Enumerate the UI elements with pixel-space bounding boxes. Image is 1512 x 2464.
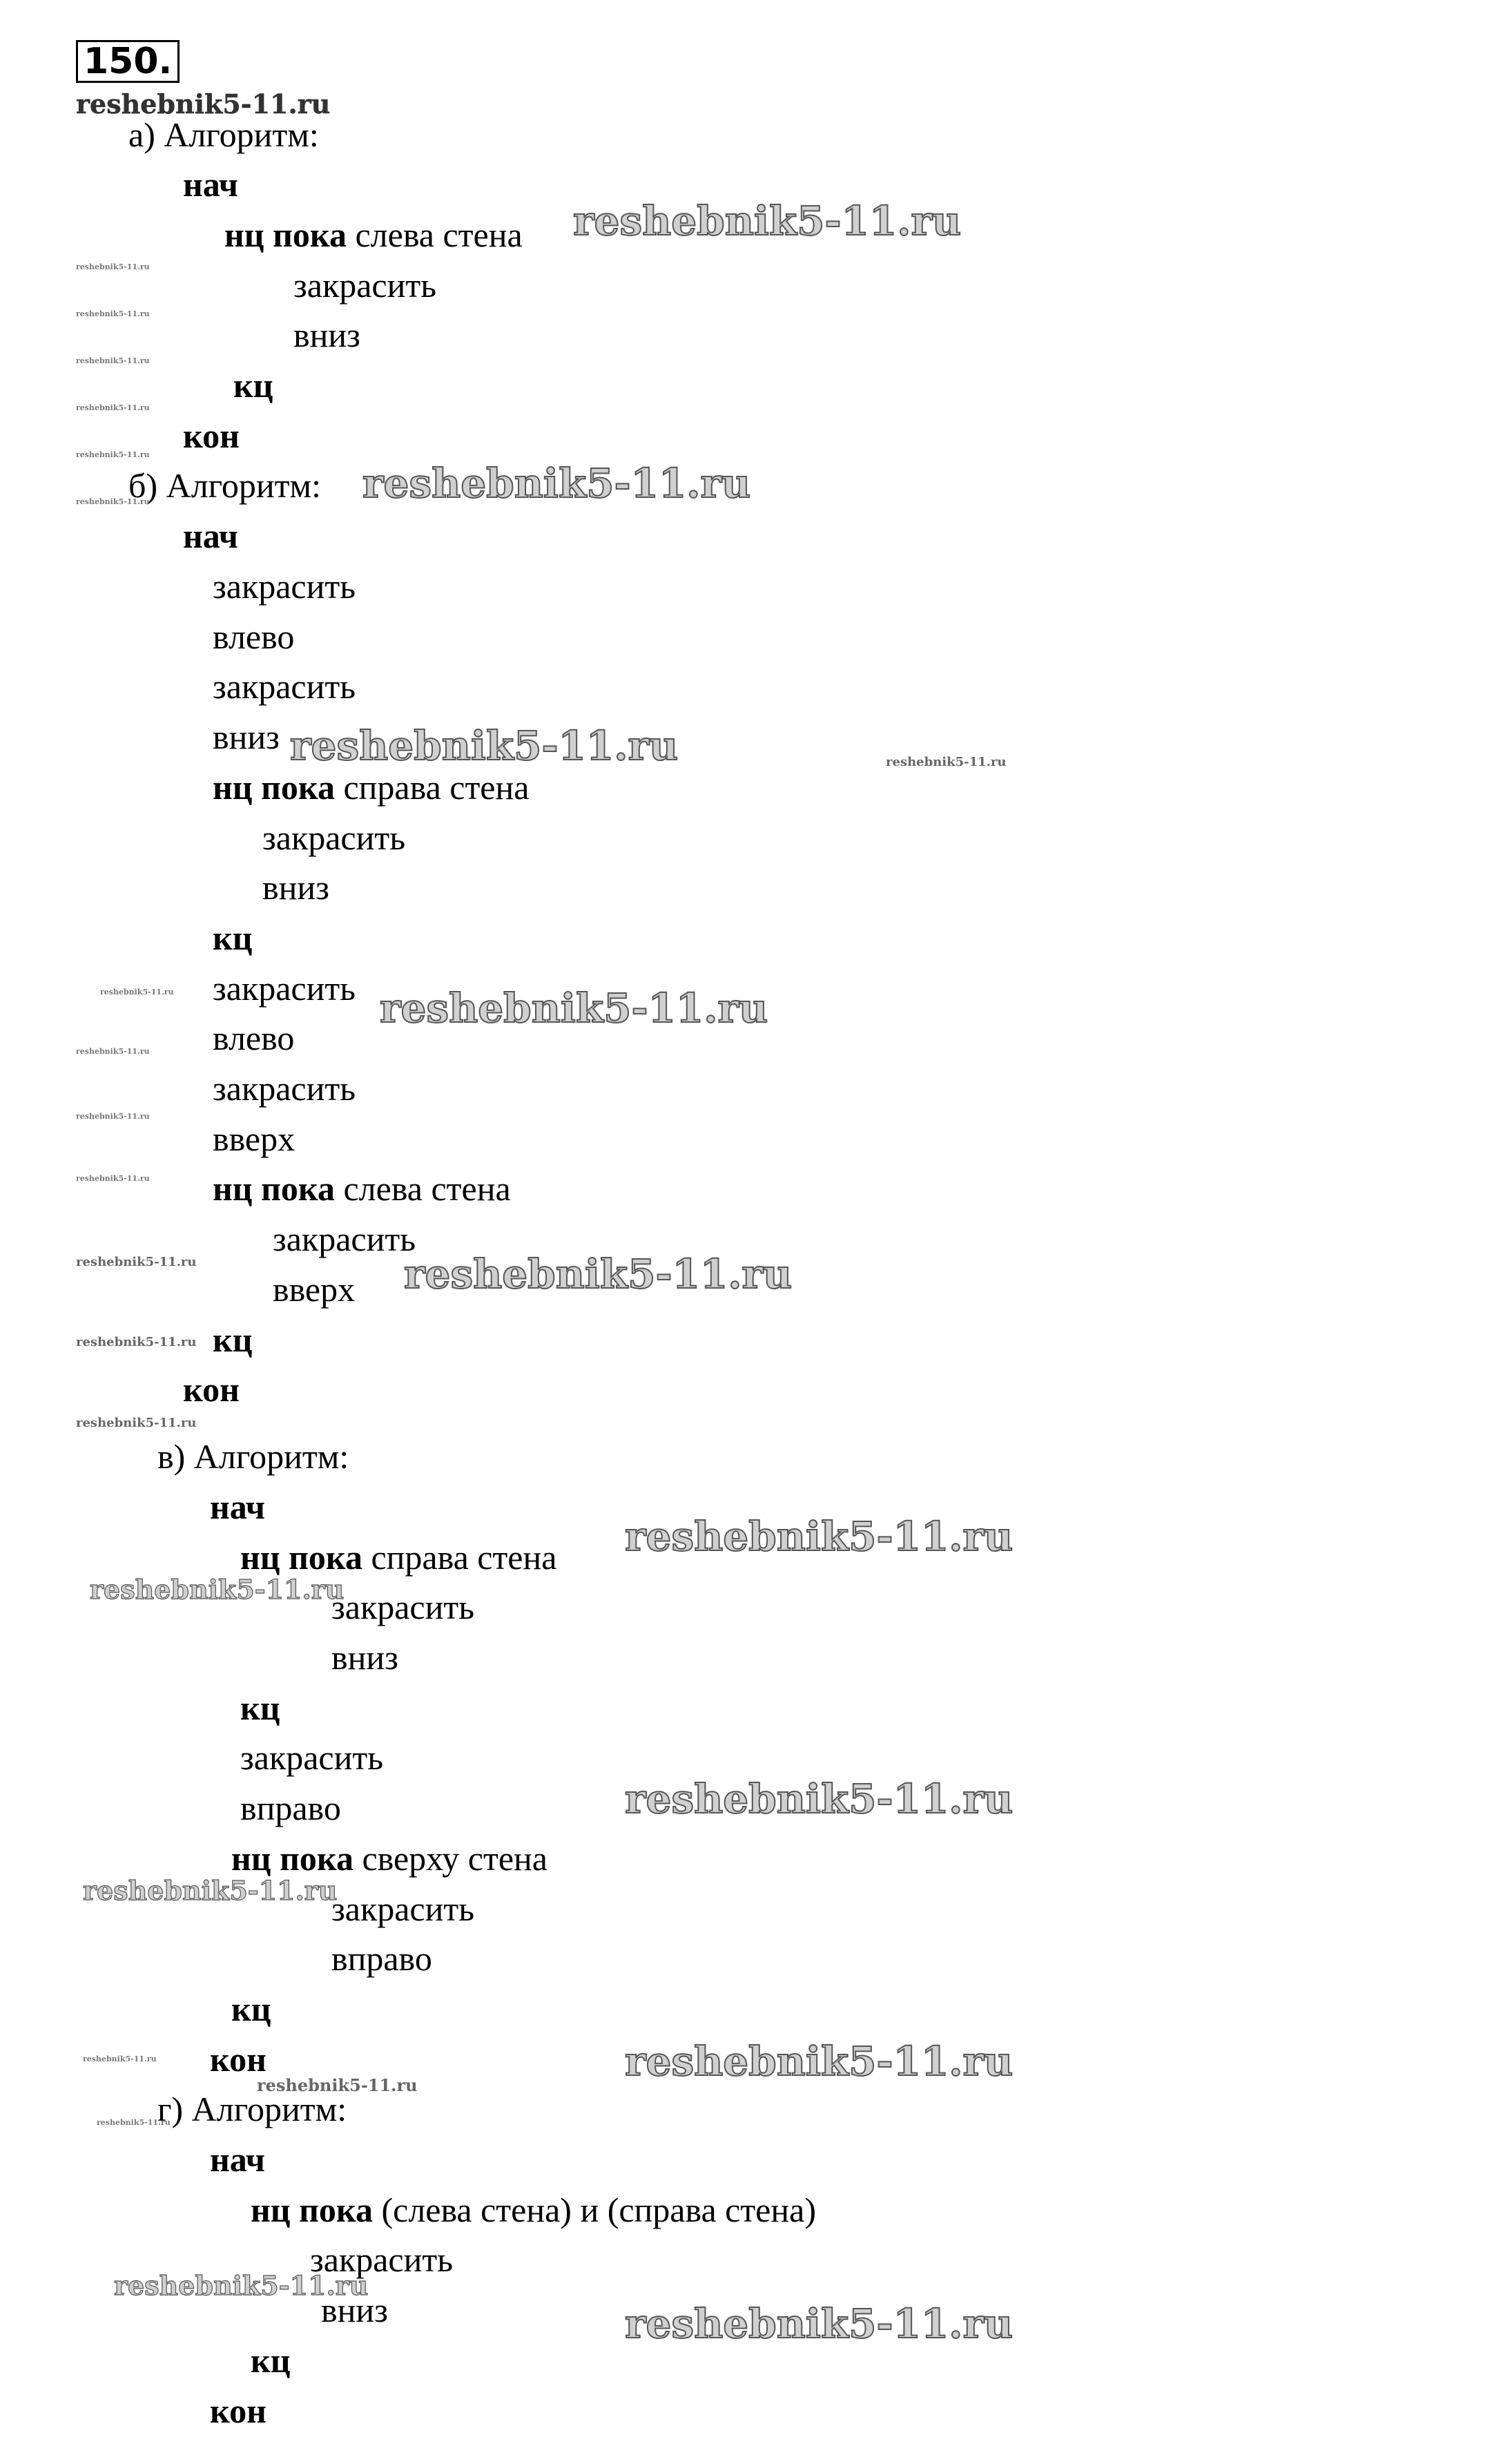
code-line: нц пока справа стена	[213, 768, 530, 807]
code-line: кц	[231, 1990, 271, 2028]
watermark: reshebnik5-11.ru	[97, 2118, 171, 2127]
code-line: закрасить	[331, 1889, 475, 1928]
code-line: закрасить	[213, 1069, 356, 1108]
code-line: кц	[213, 1320, 253, 1359]
code-line: кон	[183, 416, 240, 455]
code-line: закрасить	[310, 2240, 454, 2279]
watermark: reshebnik5-11.ru	[625, 1513, 1014, 1560]
watermark: reshebnik5-11.ru	[76, 403, 150, 412]
watermark: reshebnik5-11.ru	[257, 2075, 418, 2095]
watermark: reshebnik5-11.ru	[404, 1251, 793, 1298]
code-line: кон	[183, 1370, 240, 1409]
watermark: reshebnik5-11.ru	[886, 755, 1007, 769]
part-g-heading: г) Алгоритм:	[157, 2090, 347, 2128]
code-line: вверх	[213, 1119, 295, 1158]
watermark: reshebnik5-11.ru	[83, 1875, 338, 1906]
code-line: кон	[210, 2040, 266, 2079]
code-line: закрасить	[213, 667, 356, 706]
watermark: reshebnik5-11.ru	[625, 2038, 1014, 2085]
code-line: нач	[210, 1488, 266, 1526]
code-line: закрасить	[273, 1220, 416, 1258]
watermark: reshebnik5-11.ru	[90, 1574, 345, 1605]
code-line: влево	[213, 617, 295, 656]
code-line: закрасить	[240, 1738, 384, 1777]
code-line: нц пока справа стена	[240, 1538, 557, 1577]
part-b-heading: б) Алгоритм:	[128, 466, 322, 505]
code-line: кц	[251, 2341, 291, 2380]
code-line: нц пока (слева стена) и (справа стена)	[251, 2191, 816, 2229]
code-line: закрасить	[213, 969, 356, 1008]
watermark: reshebnik5-11.ru	[76, 1255, 197, 1269]
watermark: reshebnik5-11.ru	[76, 1112, 150, 1121]
watermark: reshebnik5-11.ru	[114, 2270, 369, 2301]
code-line: нц пока слева стена	[224, 215, 523, 254]
code-line: вниз	[262, 868, 329, 907]
code-line: нач	[183, 517, 239, 555]
code-line: закрасить	[331, 1588, 475, 1626]
code-line: нач	[210, 2140, 266, 2179]
watermark: reshebnik5-11.ru	[76, 1047, 150, 1056]
code-line: кц	[240, 1688, 280, 1727]
watermark: reshebnik5-11.ru	[380, 985, 768, 1032]
watermark: reshebnik5-11.ru	[573, 198, 962, 244]
problem-number: 150.	[76, 40, 180, 83]
watermark: reshebnik5-11.ru	[83, 2054, 157, 2063]
watermark: reshebnik5-11.ru	[76, 1335, 197, 1349]
part-v-heading: в) Алгоритм:	[157, 1437, 349, 1476]
code-line: нц пока слева стена	[213, 1169, 511, 1208]
code-line: кон	[210, 2391, 266, 2430]
code-line: кц	[213, 918, 253, 957]
code-line: закрасить	[262, 818, 406, 857]
code-line: закрасить	[213, 567, 356, 606]
watermark: reshebnik5-11.ru	[76, 262, 150, 271]
watermark: reshebnik5-11.ru	[76, 497, 150, 506]
watermark: reshebnik5-11.ru	[625, 1775, 1014, 1822]
code-line: влево	[213, 1019, 295, 1057]
watermark: reshebnik5-11.ru	[362, 460, 751, 507]
part-a-heading: а) Алгоритм:	[128, 115, 319, 154]
code-line: вниз	[293, 316, 360, 354]
watermark: reshebnik5-11.ru	[76, 1174, 150, 1183]
code-line: вправо	[331, 1939, 432, 1978]
code-line: кц	[233, 366, 273, 405]
code-line: вниз	[213, 718, 280, 756]
watermark: reshebnik5-11.ru	[290, 722, 679, 769]
code-line: закрасить	[293, 266, 437, 305]
code-line: вправо	[240, 1789, 341, 1827]
code-line: нц пока сверху стена	[231, 1839, 547, 1878]
watermark: reshebnik5-11.ru	[76, 309, 150, 318]
watermark: reshebnik5-11.ru	[76, 356, 150, 365]
watermark: reshebnik5-11.ru	[76, 1416, 197, 1430]
code-line: вниз	[331, 1638, 398, 1677]
code-line: вверх	[273, 1270, 356, 1309]
watermark: reshebnik5-11.ru	[625, 2300, 1014, 2347]
watermark: reshebnik5-11.ru	[76, 450, 150, 459]
code-line: вниз	[321, 2291, 388, 2329]
watermark: reshebnik5-11.ru	[100, 988, 174, 997]
watermark: reshebnik5-11.ru	[76, 88, 331, 119]
code-line: нач	[183, 165, 239, 204]
